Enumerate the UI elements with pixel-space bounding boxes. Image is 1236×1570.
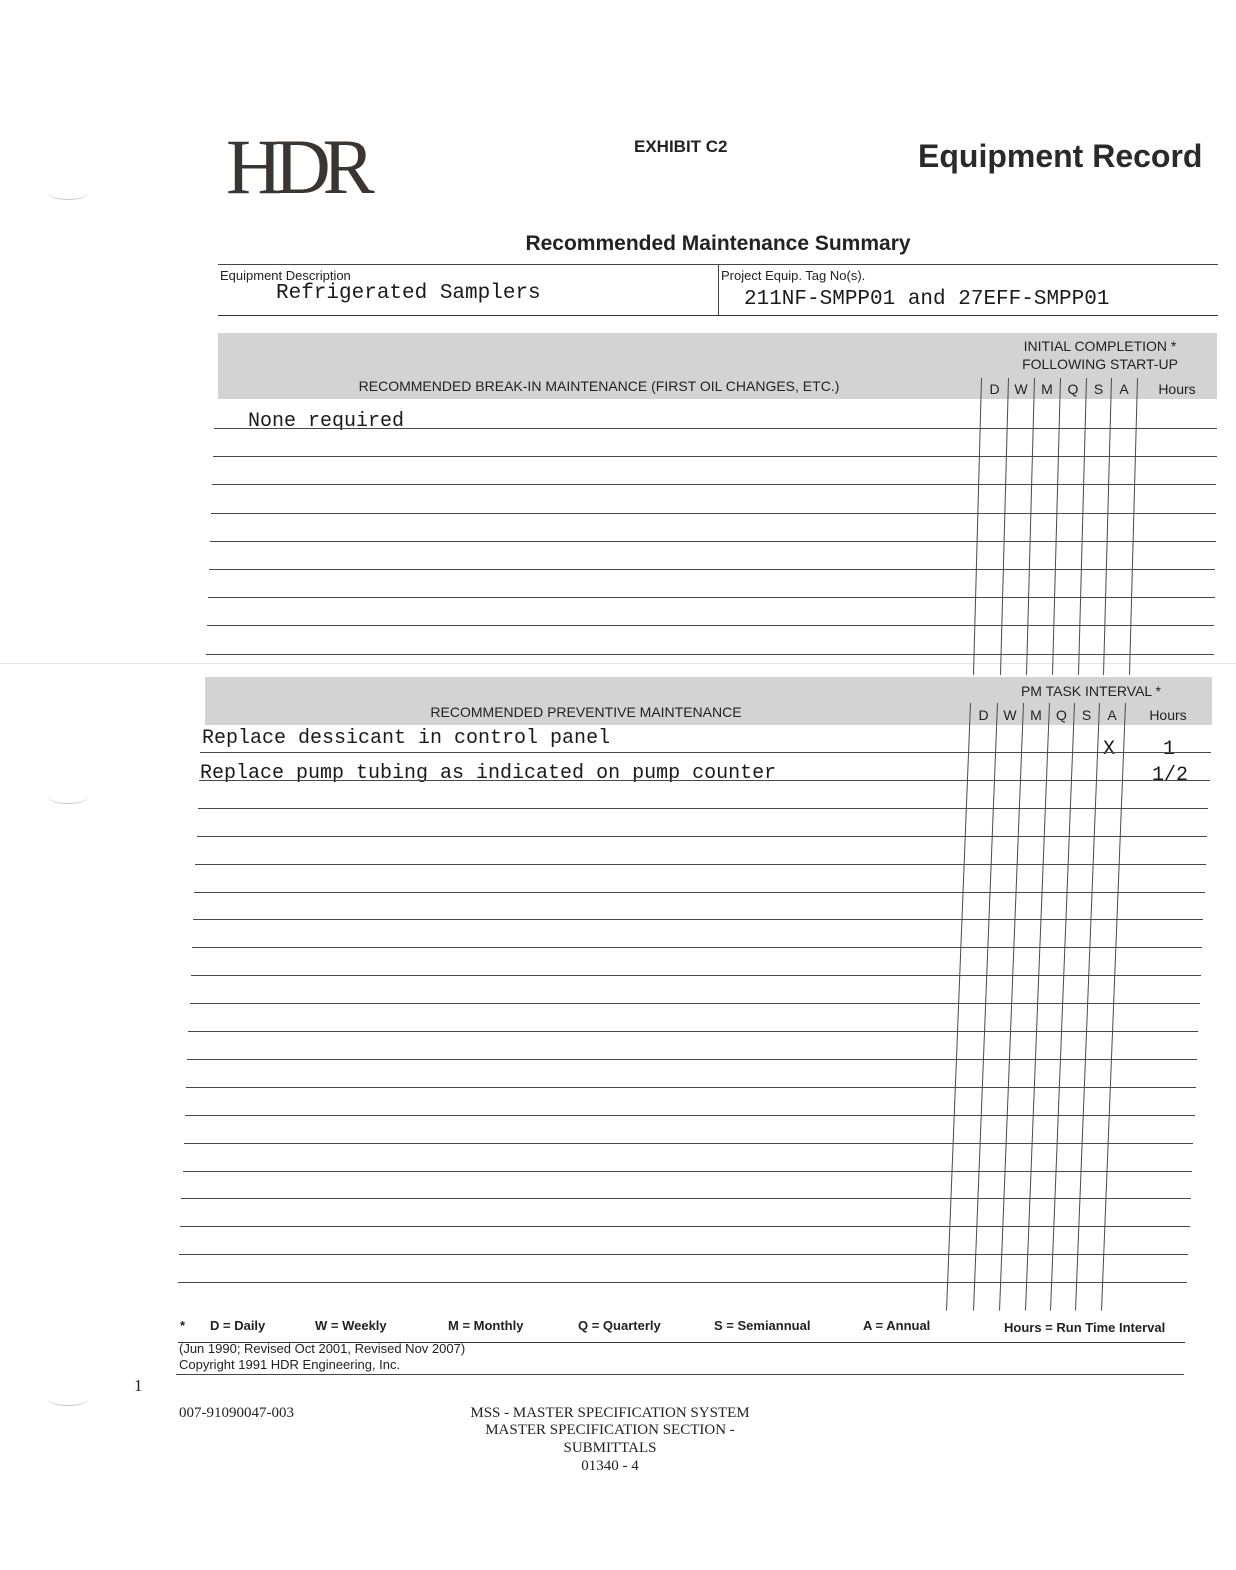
fold-line [0, 663, 1236, 664]
ruled-line [198, 808, 1209, 809]
preventive-section-label: RECOMMENDED PREVENTIVE MAINTENANCE [430, 704, 742, 720]
column-header-q: Q [1067, 381, 1079, 397]
column-divider [973, 703, 998, 1311]
column-divider [999, 703, 1024, 1311]
footer-line-2: MASTER SPECIFICATION SECTION - [485, 1422, 735, 1438]
legend-annual: A = Annual [863, 1318, 931, 1333]
legend-semiannual: S = Semiannual [714, 1318, 811, 1333]
tag-value: 211NF-SMPP01 and 27EFF-SMPP01 [744, 288, 1110, 311]
ruled-line [213, 456, 1217, 457]
ruled-line [208, 597, 1215, 598]
ruled-line [186, 1087, 1196, 1088]
hole-punch-mark [48, 1392, 88, 1406]
column-header-w: W [1003, 707, 1017, 723]
ruled-line [181, 1198, 1190, 1199]
ruled-line [188, 1031, 1198, 1032]
column-divider [1103, 378, 1112, 675]
legend-asterisk: * [180, 1318, 186, 1333]
column-divider [1075, 703, 1100, 1311]
ruled-line [195, 864, 1206, 865]
ruled-line [185, 1115, 1195, 1116]
legend-monthly: M = Monthly [448, 1318, 524, 1333]
revision-line: (Jun 1990; Revised Oct 2001, Revised Nov 2007) [179, 1341, 466, 1356]
rule [176, 1374, 1184, 1375]
preventive-hours-1: 1 [1163, 738, 1176, 761]
copyright-line: Copyright 1991 HDR Engineering, Inc. [179, 1357, 401, 1372]
column-header-hours: Hours [1158, 381, 1196, 397]
column-header-s: S [1093, 381, 1104, 397]
column-header-a: A [1119, 381, 1129, 397]
equipment-description-label: Equipment Description [220, 268, 351, 283]
ruled-line [193, 919, 1203, 920]
ruled-line [183, 1171, 1192, 1172]
column-divider [946, 703, 971, 1311]
preventive-hours-2: 1/2 [1152, 764, 1189, 787]
equipment-description-value: Refrigerated Samplers [276, 282, 541, 305]
ruled-line [210, 541, 1216, 542]
column-divider [1026, 378, 1035, 675]
legend-quarterly: Q = Quarterly [578, 1318, 661, 1333]
ruled-line [200, 752, 1211, 753]
column-divider [1000, 378, 1009, 675]
legend-daily: D = Daily [210, 1318, 266, 1333]
ruled-line [192, 947, 1202, 948]
column-header-a: A [1107, 707, 1117, 723]
doc-number: 007-91090047-003 [179, 1405, 294, 1421]
page-marker: 1 [134, 1376, 143, 1395]
column-header-d: D [989, 381, 1000, 397]
preventive-mark-1: X [1103, 738, 1116, 761]
tag-label: Project Equip. Tag No(s). [721, 268, 866, 283]
column-header-w: W [1014, 381, 1028, 397]
column-divider [1078, 378, 1087, 675]
record-title: Equipment Record [918, 138, 1203, 174]
column-divider [1052, 378, 1061, 675]
rule [718, 264, 719, 315]
footer-line-4: 01340 - 4 [581, 1458, 639, 1474]
preventive-task-2: Replace pump tubing as indicated on pump counter [200, 762, 777, 785]
hdr-logo: HDR [226, 123, 367, 210]
ruled-line [184, 1143, 1194, 1144]
footer-line-1: MSS - MASTER SPECIFICATION SYSTEM [470, 1405, 750, 1421]
exhibit-label: EXHIBIT C2 [634, 137, 728, 156]
ruled-line [207, 625, 1214, 626]
hole-punch-mark [48, 186, 88, 200]
initial-completion-label: INITIAL COMPLETION * [1023, 338, 1177, 354]
break-in-task: None required [248, 410, 405, 433]
ruled-line [190, 1003, 1200, 1004]
ruled-line [199, 780, 1210, 781]
ruled-line [197, 836, 1208, 837]
preventive-task-1: Replace dessicant in control panel [202, 727, 611, 750]
legend-weekly: W = Weekly [315, 1318, 387, 1333]
column-header-q: Q [1056, 707, 1067, 723]
ruled-line [187, 1059, 1197, 1060]
ruled-line [206, 654, 1214, 655]
ruled-line [214, 428, 1217, 429]
column-divider [1101, 703, 1126, 1311]
column-header-s: S [1081, 707, 1092, 723]
column-header-d: D [978, 707, 989, 723]
ruled-line [212, 484, 1216, 485]
ruled-line [179, 1254, 1188, 1255]
ruled-line [209, 569, 1215, 570]
footer-line-3: SUBMITTALS [563, 1440, 657, 1456]
ruled-line [191, 975, 1201, 976]
column-divider [1050, 703, 1075, 1311]
column-header-m: M [1030, 707, 1042, 723]
following-startup-label: FOLLOWING START-UP [1022, 356, 1178, 372]
column-header-m: M [1041, 381, 1053, 397]
column-divider [1025, 703, 1050, 1311]
ruled-line [178, 1282, 1187, 1283]
summary-title: Recommended Maintenance Summary [525, 232, 911, 255]
legend-hours-note: Hours = Run Time Interval [1004, 1320, 1166, 1335]
ruled-line [194, 892, 1204, 893]
column-divider [973, 378, 982, 675]
break-in-section-label: RECOMMENDED BREAK-IN MAINTENANCE (FIRST OIL CHANGES, ETC.) [358, 378, 840, 394]
ruled-line [180, 1226, 1189, 1227]
column-divider [1129, 378, 1138, 675]
hole-punch-mark [48, 790, 88, 804]
rule [218, 315, 1218, 316]
pm-task-interval-label: PM TASK INTERVAL * [1020, 683, 1162, 699]
ruled-line [211, 513, 1216, 514]
column-header-hours: Hours [1149, 707, 1187, 723]
